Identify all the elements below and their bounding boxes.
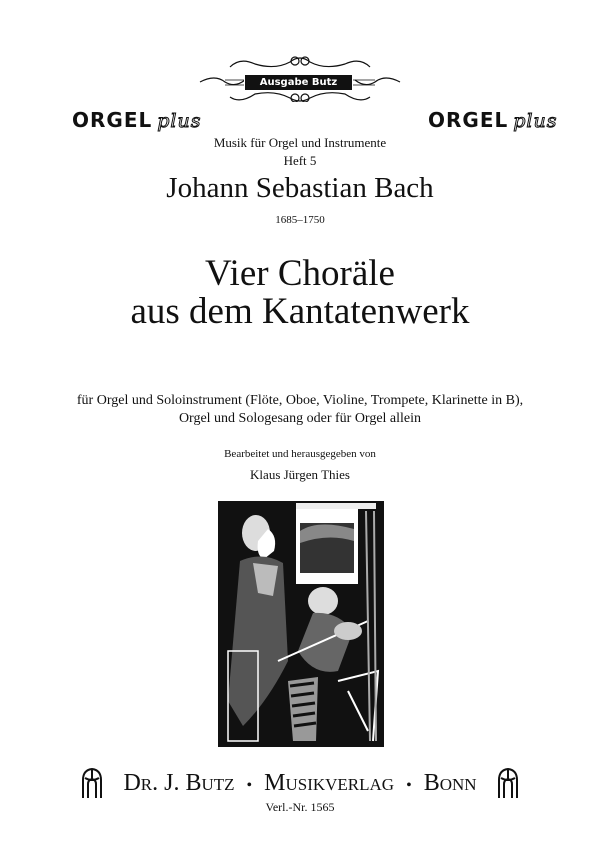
composer-dates: 1685–1750 (275, 214, 325, 226)
catalog-number: Verl.-Nr. 1565 (265, 800, 335, 814)
plus-text: plus (157, 110, 202, 132)
instrumentation-line-1: für Orgel und Soloinstrument (Flöte, Oboe, Violine, Trompete, Klarinette in B), (76, 393, 524, 408)
volume-number: Heft 5 (283, 153, 317, 168)
publisher-line (0, 770, 600, 797)
publisher-name: Dr. J. Butz (123, 770, 235, 796)
separator: • (406, 777, 412, 794)
editor-name: Klaus Jürgen Thies (250, 467, 350, 482)
series-title: Musik für Orgel und Instrumente (213, 135, 387, 150)
composer-name: Johann Sebastian Bach (166, 172, 434, 204)
publisher-kind: Musikverlag (264, 770, 395, 796)
title-line-2: aus dem Kantatenwerk (130, 291, 470, 332)
orgel-plus-logo-right (428, 108, 557, 132)
title-line-1: Vier Choräle (205, 253, 395, 294)
ausgabe-butz-badge: Ausgabe Butz (245, 75, 352, 90)
publisher-city: Bonn (423, 770, 477, 796)
woodcut-illustration-musicians (218, 501, 384, 747)
separator: • (246, 777, 253, 794)
editor-label: Bearbeitet und herausgegeben von (224, 448, 376, 460)
instrumentation-line-2: Orgel und Sologesang oder für Orgel allein (178, 411, 422, 426)
orgel-text: ORGEL (428, 108, 509, 132)
orgel-text: ORGEL (72, 108, 153, 132)
orgel-plus-logo-left (72, 108, 201, 132)
plus-text: plus (513, 110, 558, 132)
